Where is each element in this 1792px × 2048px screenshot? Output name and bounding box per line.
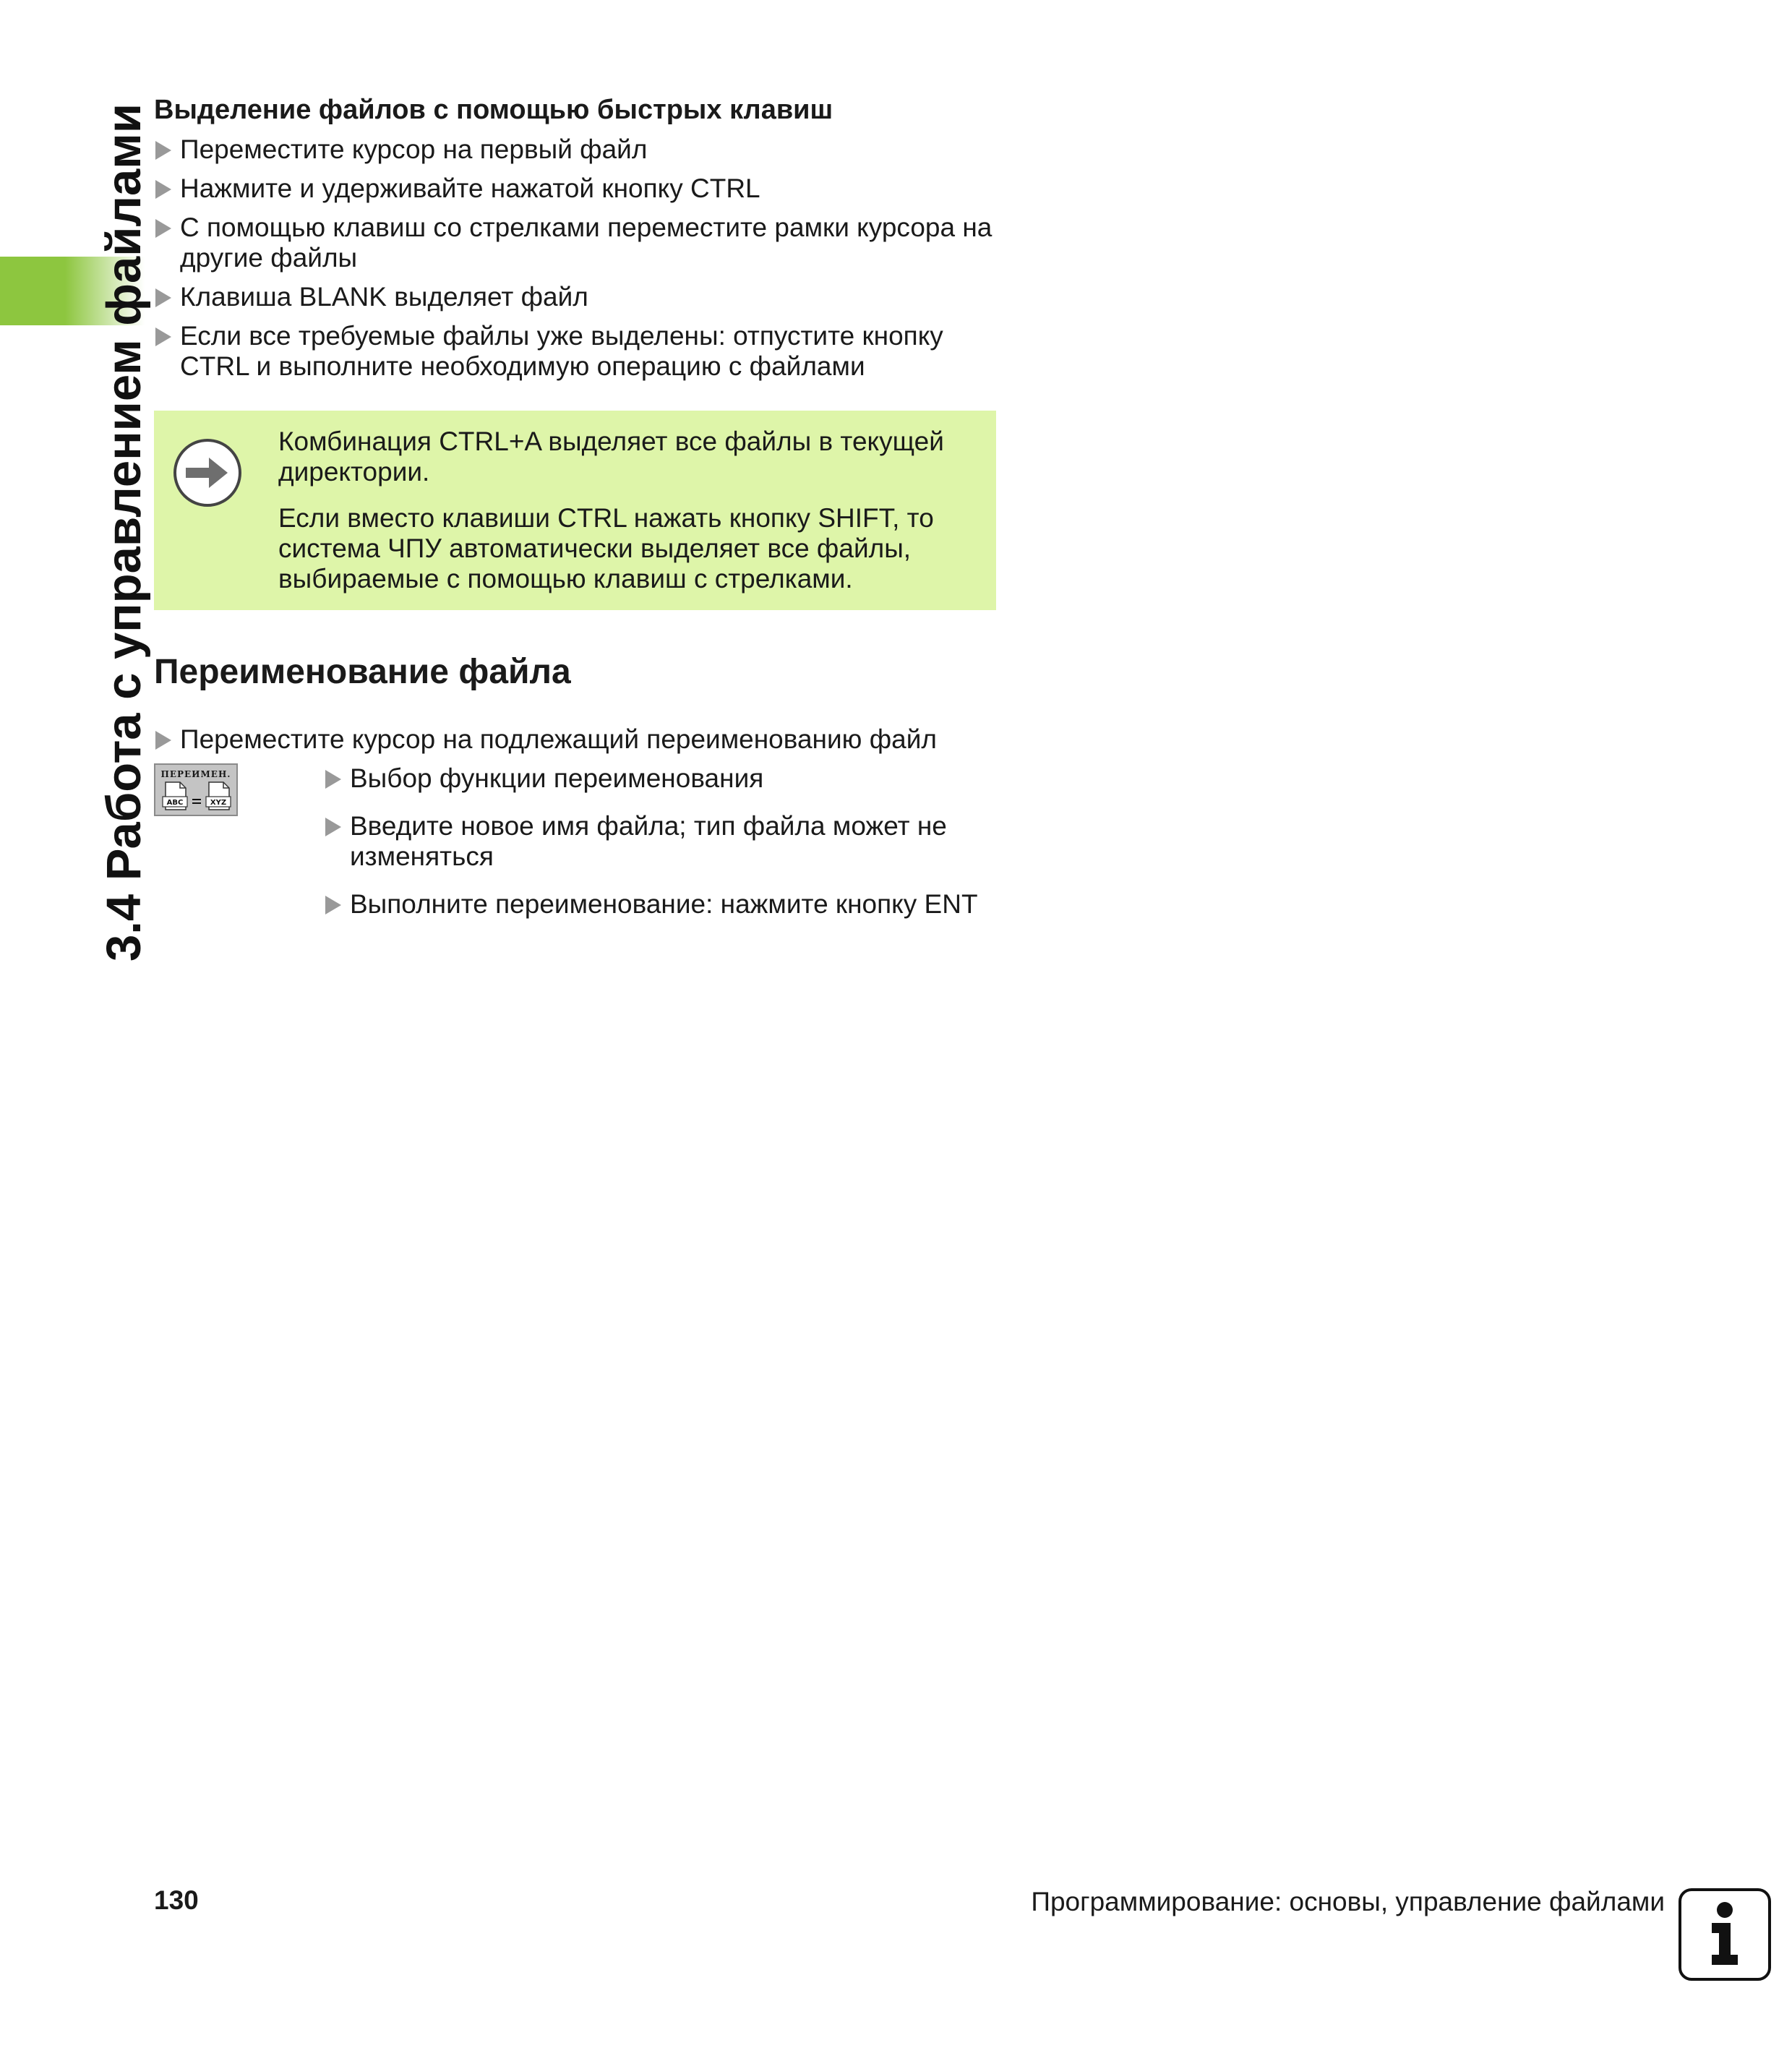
list-item: Если все требуемые файлы уже выделены: отпустите кнопку CTRL и выполните необходимую операцию с файлами [154,321,996,382]
sidebar-section-title: 3.4 Работа с управлением файлами [97,103,151,961]
svg-text:XYZ: XYZ [210,799,227,807]
arrow-right-icon [173,438,242,507]
bullet-triangle-icon [325,770,341,789]
main-content [154,93,996,937]
bullet-triangle-icon [155,288,171,307]
list-item: Выбор функции переименования [324,763,996,794]
rename-softkey-icon [161,781,233,813]
chapter-title: Программирование: основы, управление файлами [1031,1887,1665,1916]
bullet-triangle-icon [155,327,171,346]
note-box [154,411,996,610]
select-files-steps [154,134,996,382]
list-item: Клавиша BLANK выделяет файл [154,282,996,312]
section-heading-select-files: Выделение файлов с помощью быстрых клавиш [154,95,833,125]
rename-substeps [324,763,996,920]
list-item: Переместите курсор на подлежащий переименованию файл [154,724,996,755]
bullet-triangle-icon [155,180,171,199]
bullet-triangle-icon [155,219,171,238]
bullet-triangle-icon [325,818,341,836]
svg-text:ABC: ABC [166,799,184,807]
list-item: Выполните переименование: нажмите кнопку ENT [324,889,996,920]
note-paragraph: Если вместо клавиши CTRL нажать кнопку SHIFT, то система ЧПУ автоматически выделяет все файлы, выбираемые с помощью клавиш с стрелками. [278,503,934,594]
section-heading-rename: Переименование файла [154,653,571,691]
bullet-triangle-icon [155,731,171,750]
list-item: Нажмите и удерживайте нажатой кнопку CTRL [154,173,996,204]
list-item: Введите новое имя файла; тип файла может не изменяться [324,811,996,872]
bullet-triangle-icon [155,141,171,160]
note-paragraph: Комбинация CTRL+A выделяет все файлы в текущей директории. [278,427,944,487]
list-item: Переместите курсор на первый файл [154,134,996,165]
bullet-triangle-icon [325,896,341,914]
rename-softkey[interactable]: ПЕРЕИМЕН. ABC XYZ [154,763,238,816]
page-number: 130 [154,1885,199,1915]
info-icon [1679,1888,1771,1981]
rename-steps-block [154,763,996,920]
list-item: С помощью клавиш со стрелками переместите рамки курсора на другие файлы [154,213,996,273]
